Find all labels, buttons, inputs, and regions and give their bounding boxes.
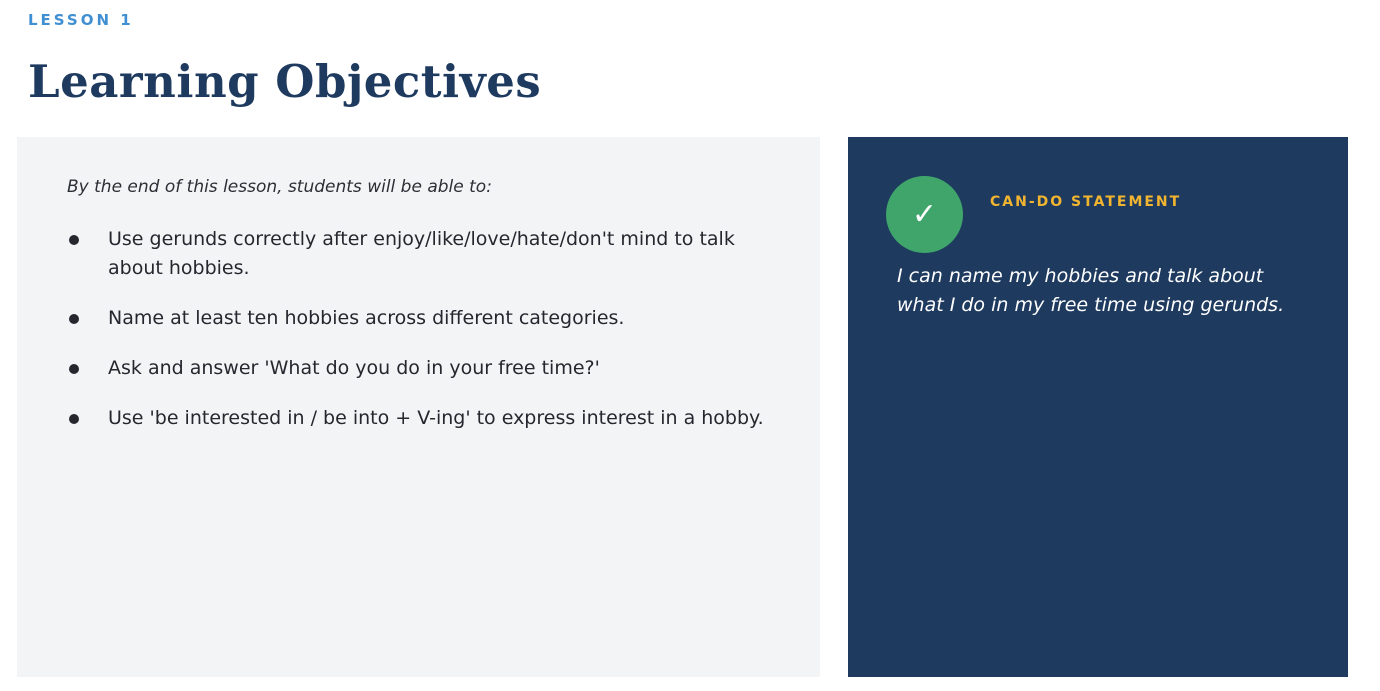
can-do-label: CAN-DO STATEMENT: [990, 194, 1182, 210]
bullet-icon: [69, 235, 79, 245]
can-do-statement: I can name my hobbies and talk about what I do in my free time using gerunds.: [897, 265, 1285, 316]
bullet-icon: [69, 414, 79, 424]
objective-item: [67, 304, 777, 333]
objectives-panel: [17, 137, 820, 677]
objective-item: [67, 225, 777, 283]
objective-text: Use 'be interested in / be into + V-ing' to express interest in a hobby.: [108, 407, 764, 429]
objective-text: Name at least ten hobbies across different categories.: [108, 307, 625, 329]
lesson-label: LESSON 1: [28, 11, 134, 29]
objective-item: [67, 404, 777, 433]
objectives-list: [67, 225, 777, 454]
page-title: Learning Objectives: [28, 55, 542, 108]
check-badge: [886, 176, 963, 253]
objective-item: [67, 354, 777, 383]
objective-text: Ask and answer 'What do you do in your free time?': [108, 357, 600, 379]
bullet-icon: [69, 364, 79, 374]
objective-text: Use gerunds correctly after enjoy/like/love/hate/don't mind to talk about hobbies.: [108, 228, 735, 279]
objectives-intro: By the end of this lesson, students will be able to:: [67, 177, 492, 197]
can-do-panel: [848, 137, 1348, 677]
check-icon: ✓: [911, 196, 938, 232]
bullet-icon: [69, 314, 79, 324]
